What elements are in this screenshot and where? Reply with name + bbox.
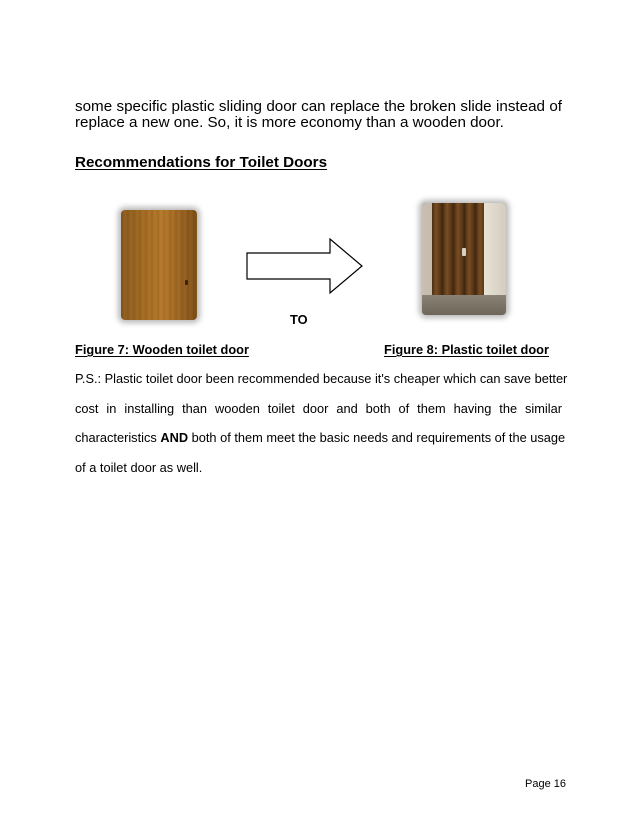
page-number: Page 16 xyxy=(525,778,566,790)
paragraph-line-2: replace a new one. So, it is more economy than a wooden door. xyxy=(75,114,504,131)
figure-7-caption: Figure 7: Wooden toilet door xyxy=(75,342,249,357)
ps-line-3-pre: characteristics xyxy=(75,430,161,445)
paragraph-line-1: some specific plastic sliding door can replace the broken slide instead of xyxy=(75,98,562,115)
ps-line-2: cost in installing than wooden toilet door and both of them having the similar xyxy=(75,401,562,416)
door-handle xyxy=(462,248,466,256)
bathroom-floor xyxy=(422,295,506,315)
wood-grain xyxy=(121,210,197,320)
plastic-door-image xyxy=(422,203,506,315)
figure-8-caption: Figure 8: Plastic toilet door xyxy=(384,342,549,357)
ps-line-3-post: both of them meet the basic needs and requirements of the usage xyxy=(188,430,566,445)
right-arrow-icon xyxy=(246,238,364,294)
ps-line-1: P.S.: Plastic toilet door been recommended because it's cheaper which can save better xyxy=(75,371,568,386)
arrow-label: TO xyxy=(290,312,308,327)
ps-line-4: of a toilet door as well. xyxy=(75,460,203,475)
wooden-door-image xyxy=(121,210,197,320)
door-knob xyxy=(185,280,188,285)
ps-line-3-bold: AND xyxy=(160,430,189,445)
ps-line-3 xyxy=(75,430,566,445)
section-heading: Recommendations for Toilet Doors xyxy=(75,154,328,171)
